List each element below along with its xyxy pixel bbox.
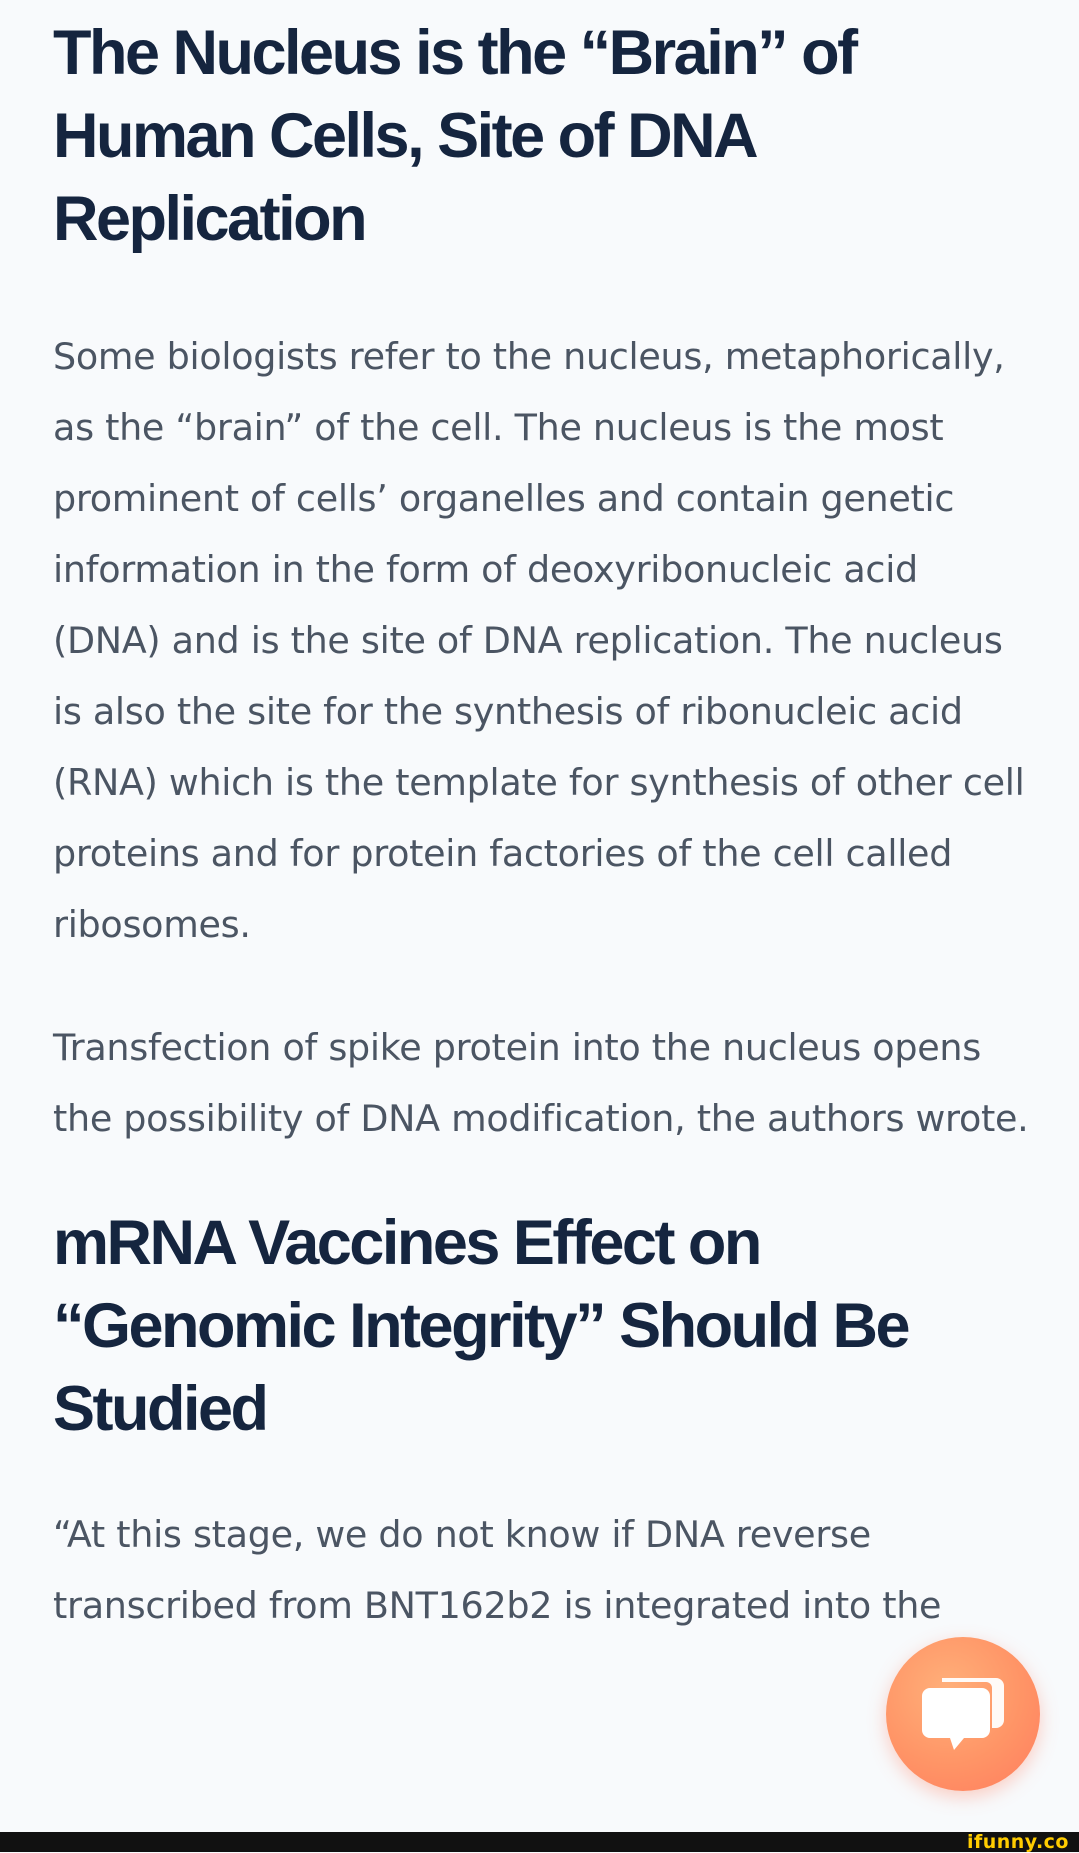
paragraph-nucleus-brain: Some biologists refer to the nucleus, metaphorically, as the “brain” of the cell. The nucleus is the most prominent of cells’ organelles and contain genetic information in the form of deoxyribonucleic acid (DNA) and is the site of DNA replication. The nucleus is also the site for the synthesis of ribonucleic acid (RNA) which is the template for synthesis of other cell proteins and for protein factories of the cell called ribosomes. [53, 335, 1025, 946]
article-content [53, 0, 1033, 1641]
watermark-logo: ifunny.co [966, 1831, 1069, 1853]
paragraph-quote: “At this stage, we do not know if DNA reverse transcribed from BNT162b2 is integrated into the [53, 1513, 942, 1627]
section-heading-nucleus: The Nucleus is the “Brain” of Human Cells, Site of DNA Replication [53, 18, 856, 254]
chat-bubble-icon [920, 1674, 1006, 1754]
section-heading-genomic-integrity: mRNA Vaccines Effect on “Genomic Integrity” Should Be Studied [53, 1208, 909, 1444]
paragraph-transfection: Transfection of spike protein into the nucleus opens the possibility of DNA modification, the authors wrote. [53, 1026, 1029, 1140]
watermark-bar [0, 1832, 1079, 1852]
chat-button[interactable] [886, 1637, 1040, 1791]
